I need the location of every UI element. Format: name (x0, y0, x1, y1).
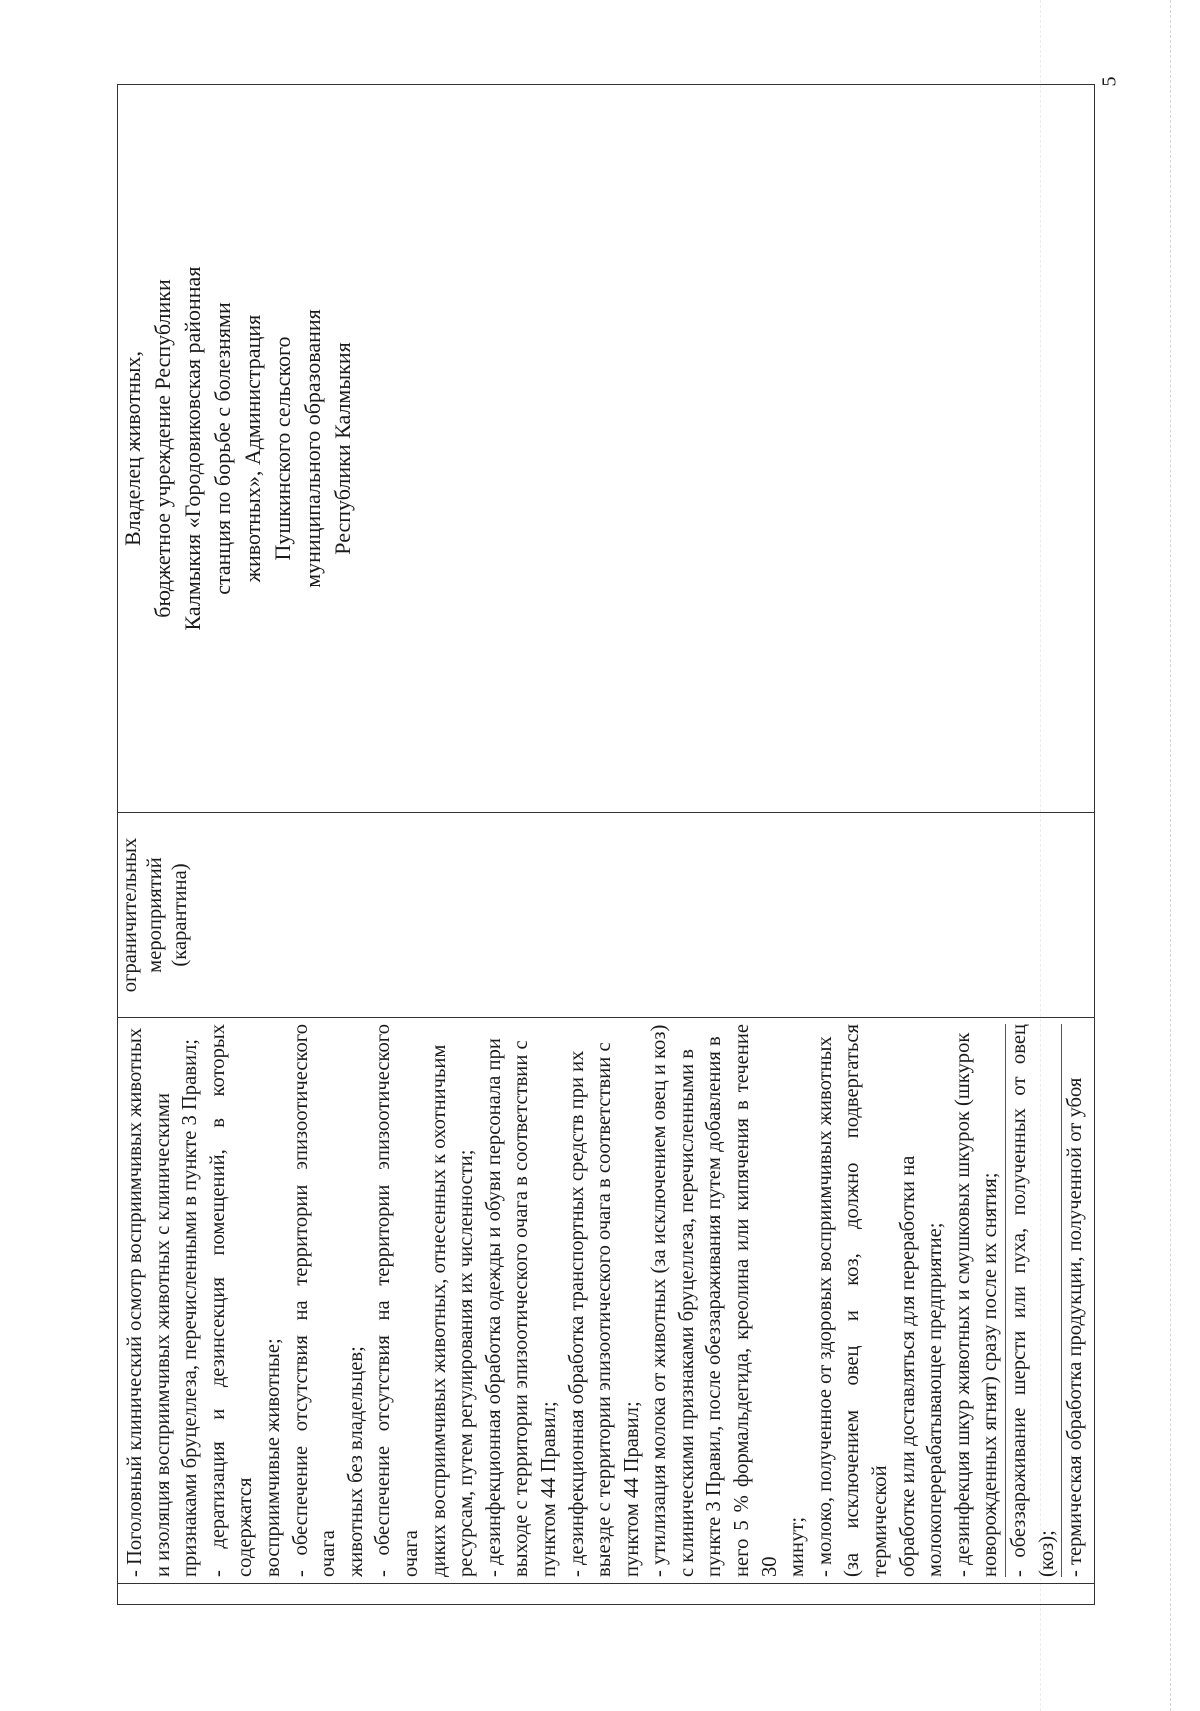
responsible-line: станция по борьбе с болезнями (210, 302, 235, 595)
measure-line: пунктом 44 Правил; (620, 1401, 643, 1577)
responsible-line: животных», Администрация (240, 314, 265, 583)
measure-line: минут; (786, 1516, 809, 1577)
measure-line: восприимчивые животные; (261, 1338, 284, 1577)
responsible-line: Калмыкия «Городовиковская районная (180, 266, 205, 631)
measure-line: обработке или доставляться для переработки на (896, 1155, 919, 1577)
measure-line: - обеспечение отсутствия на территории эпизоотического очага (289, 1024, 340, 1577)
measures-table (117, 84, 1095, 1605)
responsible-line: Владелец животных, (120, 351, 145, 546)
term-line: ограничительных (119, 837, 141, 993)
measure-line: пунктом 44 Правил; (537, 1401, 560, 1577)
measure-line: - обеззараживание шерсти или пуха, полученных от овец (коз); (1005, 1024, 1061, 1577)
measure-line: пункте 3 Правил, после обеззараживания путем добавления в (703, 1036, 726, 1577)
responsible-line: бюджетное учреждение Республики (150, 279, 175, 618)
responsible-cell (118, 85, 1095, 813)
table-row (118, 85, 1095, 1605)
measure-line: - дезинфекционная обработка транспортных средств при их (565, 1050, 588, 1577)
measures-cell (118, 1018, 1095, 1584)
rotated-table-wrapper (117, 85, 1087, 1605)
page-number: 5 (1098, 76, 1121, 87)
measure-line: животных без владельцев; (344, 1346, 367, 1577)
term-line: мероприятий (144, 857, 166, 973)
responsible-line: Пушкинского сельского (270, 336, 295, 561)
term-line: (карантина) (169, 863, 191, 967)
term-cell (118, 813, 1095, 1018)
responsible-line: муниципального образования (300, 309, 325, 588)
scan-artifact-line (1170, 0, 1171, 1711)
row-number-cell (118, 1584, 1095, 1605)
measure-line: (за исключением овец и коз, должно подвергаться термической (841, 1024, 892, 1577)
measures-list (118, 1018, 1094, 1583)
measure-line: - термическая обработка продукции, полученной от убоя (1061, 1024, 1090, 1577)
measure-line: - дератизация и дезинсекция помещений, в которых содержатся (206, 1024, 257, 1577)
measure-line: - обеспечение отсутствия на территории эпизоотического очага (372, 1024, 422, 1577)
measure-line: диких восприимчивых животных, отнесенных к охотничьим (427, 1044, 450, 1577)
measure-line: с клиническими признаками бруцеллеза, перечисленными в (675, 1049, 698, 1577)
measure-line: - дезинфекция шкур животных и смушковых шкурок (шкурок (951, 1032, 974, 1577)
measure-line: новорожденных ягнят) сразу после их снятия; (979, 1172, 1002, 1577)
measure-line: него 5 % формальдегида, креолина или кипячения в течение 30 (731, 1024, 781, 1577)
measure-line: - утилизация молока от животных (за исключением овец и коз) (648, 1024, 671, 1577)
measure-line: выходе с территории эпизоотического очага в соответствии с (510, 1040, 533, 1577)
measure-line: - дезинфекционная обработка одежды и обуви персонала при (482, 1038, 505, 1577)
measure-line: - молоко, полученное от здоровых восприимчивых животных (813, 1036, 836, 1577)
measure-line: признаками бруцеллеза, перечисленными в пункте 3 Правил; (179, 1039, 202, 1577)
measure-line: выезде с территории эпизоотического очага в соответствии с (593, 1042, 616, 1577)
responsible-line: Республики Калмыкия (330, 342, 355, 555)
measure-line: молокоперерабатывающее предприятие; (924, 1222, 947, 1577)
measure-line: - Поголовный клинический осмотр восприимчивых животных (124, 1027, 146, 1577)
measure-line: и изоляция восприимчивых животных с клиническими (151, 1093, 174, 1577)
measure-line: ресурсам, путем регулирования их численности; (455, 1149, 478, 1577)
